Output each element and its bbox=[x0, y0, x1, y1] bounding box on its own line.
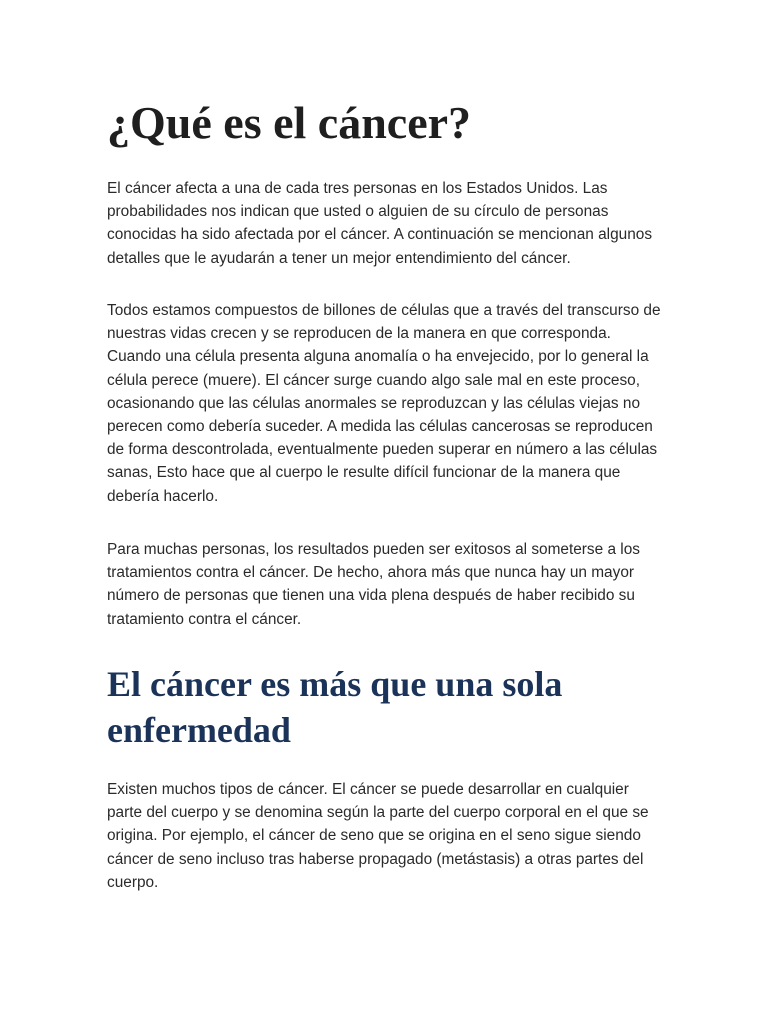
section-heading: El cáncer es más que una sola enfermedad bbox=[107, 664, 563, 750]
intro-paragraph: El cáncer afecta a una de cada tres personas en los Estados Unidos. Las probabilidades nos indican que usted o alguien de su círculo de personas conocidas ha sido afectada por el cáncer. A continuación se mencionan algunos detalles que le ayudarán a tener un mejor entendimiento del cáncer. bbox=[107, 180, 653, 267]
treatment-paragraph: Para muchas personas, los resultados pueden ser exitosos al someterse a los tratamientos contra el cáncer. De hecho, ahora más que nunca hay un mayor número de personas que tienen una vida plena después de haber recibido su tratamiento contra el cáncer. bbox=[107, 541, 640, 628]
cells-paragraph: Todos estamos compuestos de billones de células que a través del transcurso de nuestras vidas crecen y se reproducen de la manera en que corresponda. Cuando una célula presenta alguna anomalía o ha envejecido, por lo general la célula perece (muere). El cáncer surge cuando algo sale mal en este proceso, ocasionando que las células anormales se reproduzcan y las células viejas no perecen como debería suceder. A medida las células cancerosas se reproducen de forma descontrolada, eventualmente pueden superar en número a las células sanas, Esto hace que al cuerpo le resulte difícil funcionar de la manera que debería hacerlo. bbox=[107, 302, 661, 505]
section-paragraph: Existen muchos tipos de cáncer. El cáncer se puede desarrollar en cualquier parte del cuerpo y se denomina según la parte del cuerpo corporal en el que se origina. Por ejemplo, el cáncer de seno que se origina en el seno sigue siendo cáncer de seno incluso tras haberse propagado (metástasis) a otras partes del cuerpo. bbox=[107, 781, 649, 891]
page-title: ¿Qué es el cáncer? bbox=[107, 97, 472, 148]
